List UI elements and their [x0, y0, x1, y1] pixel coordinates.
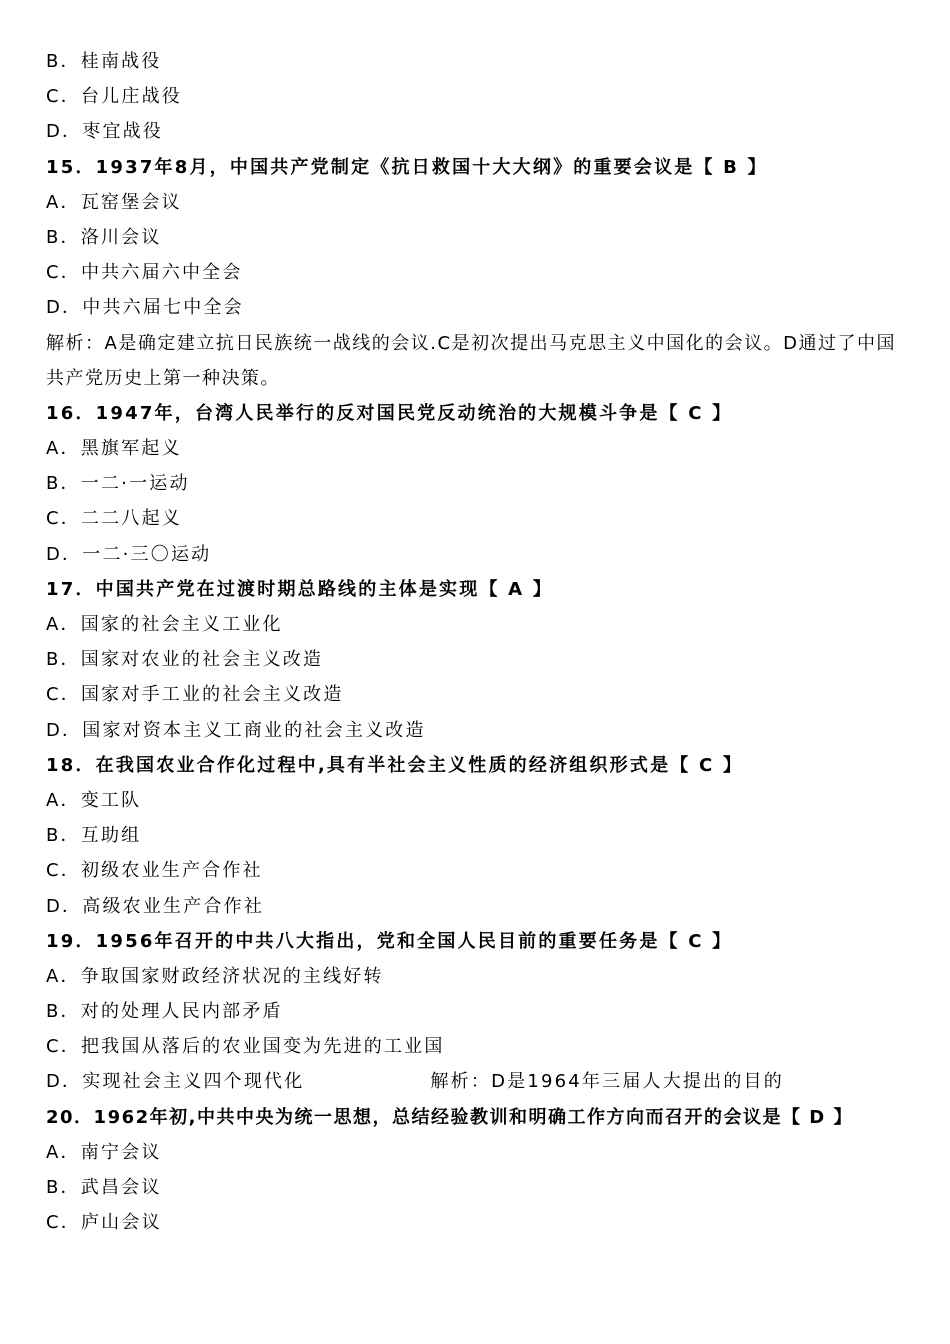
- question-15-option-c: C．中共六届六中全会: [46, 262, 243, 284]
- question-18-option-c: C．初级农业生产合作社: [46, 860, 263, 882]
- question-18-option-d: D．高级农业生产合作社: [46, 895, 265, 917]
- document-page: [46, 44, 912, 1240]
- question-20-option-a: A．南宁会议: [46, 1141, 162, 1163]
- question-17-option-c: C．国家对手工业的社会主义改造: [46, 684, 344, 706]
- question-16-option-d: D．一二·三〇运动: [46, 543, 212, 565]
- question-19-option-b: B．对的处理人民内部矛盾: [46, 1001, 283, 1023]
- question-19-analysis: 解析：D是1964年三届人大提出的目的: [430, 1071, 784, 1093]
- question-17-option-a: A．国家的社会主义工业化: [46, 614, 283, 636]
- question-18: 18．在我国农业合作化过程中,具有半社会主义性质的经济组织形式是【 C 】: [46, 754, 744, 776]
- question-20: 20．1962年初,中共中央为统一思想，总结经验教训和明确工作方向而召开的会议是【 D 】: [46, 1106, 853, 1128]
- question-20-option-b: B．武昌会议: [46, 1177, 162, 1199]
- question-17: 17．中国共产党在过渡时期总路线的主体是实现【 A 】: [46, 578, 553, 600]
- question-15-option-d: D．中共六届七中全会: [46, 297, 244, 319]
- question-19-option-a: A．争取国家财政经济状况的主线好转: [46, 965, 384, 987]
- question-19: 19．1956年召开的中共八大指出，党和全国人民目前的重要任务是【 C 】: [46, 930, 733, 952]
- option-c-taierzhuang: C．台儿庄战役: [46, 86, 182, 108]
- question-16: 16．1947年，台湾人民举行的反对国民党反动统治的大规模斗争是【 C 】: [46, 402, 733, 424]
- question-17-option-d: D．国家对资本主义工商业的社会主义改造: [46, 719, 426, 741]
- question-16-option-b: B．一二·一运动: [46, 473, 190, 495]
- question-15: 15．1937年8月，中国共产党制定《抗日救国十大大纲》的重要会议是【 B 】: [46, 156, 768, 178]
- question-18-option-a: A．变工队: [46, 789, 142, 811]
- option-d-zaoyi: D．枣宜战役: [46, 121, 164, 143]
- question-18-option-b: B．互助组: [46, 825, 142, 847]
- question-20-option-c: C．庐山会议: [46, 1212, 162, 1234]
- question-19-option-c: C．把我国从落后的农业国变为先进的工业国: [46, 1036, 445, 1058]
- question-19-option-d: D．实现社会主义四个现代化: [46, 1071, 305, 1093]
- question-17-option-b: B．国家对农业的社会主义改造: [46, 649, 324, 671]
- question-16-option-c: C．二二八起义: [46, 508, 182, 530]
- question-15-analysis: 解析：A是确定建立抗日民族统一战线的会议.C是初次提出马克思主义中国化的会议。D通过了中国共产党历史上第一种决策。: [46, 332, 896, 389]
- question-15-option-a: A．瓦窑堡会议: [46, 191, 182, 213]
- question-16-option-a: A．黑旗军起义: [46, 438, 182, 460]
- option-b-guinan: B．桂南战役: [46, 51, 162, 72]
- question-15-option-b: B．洛川会议: [46, 226, 162, 248]
- question-19-option-d-row: [46, 1064, 912, 1099]
